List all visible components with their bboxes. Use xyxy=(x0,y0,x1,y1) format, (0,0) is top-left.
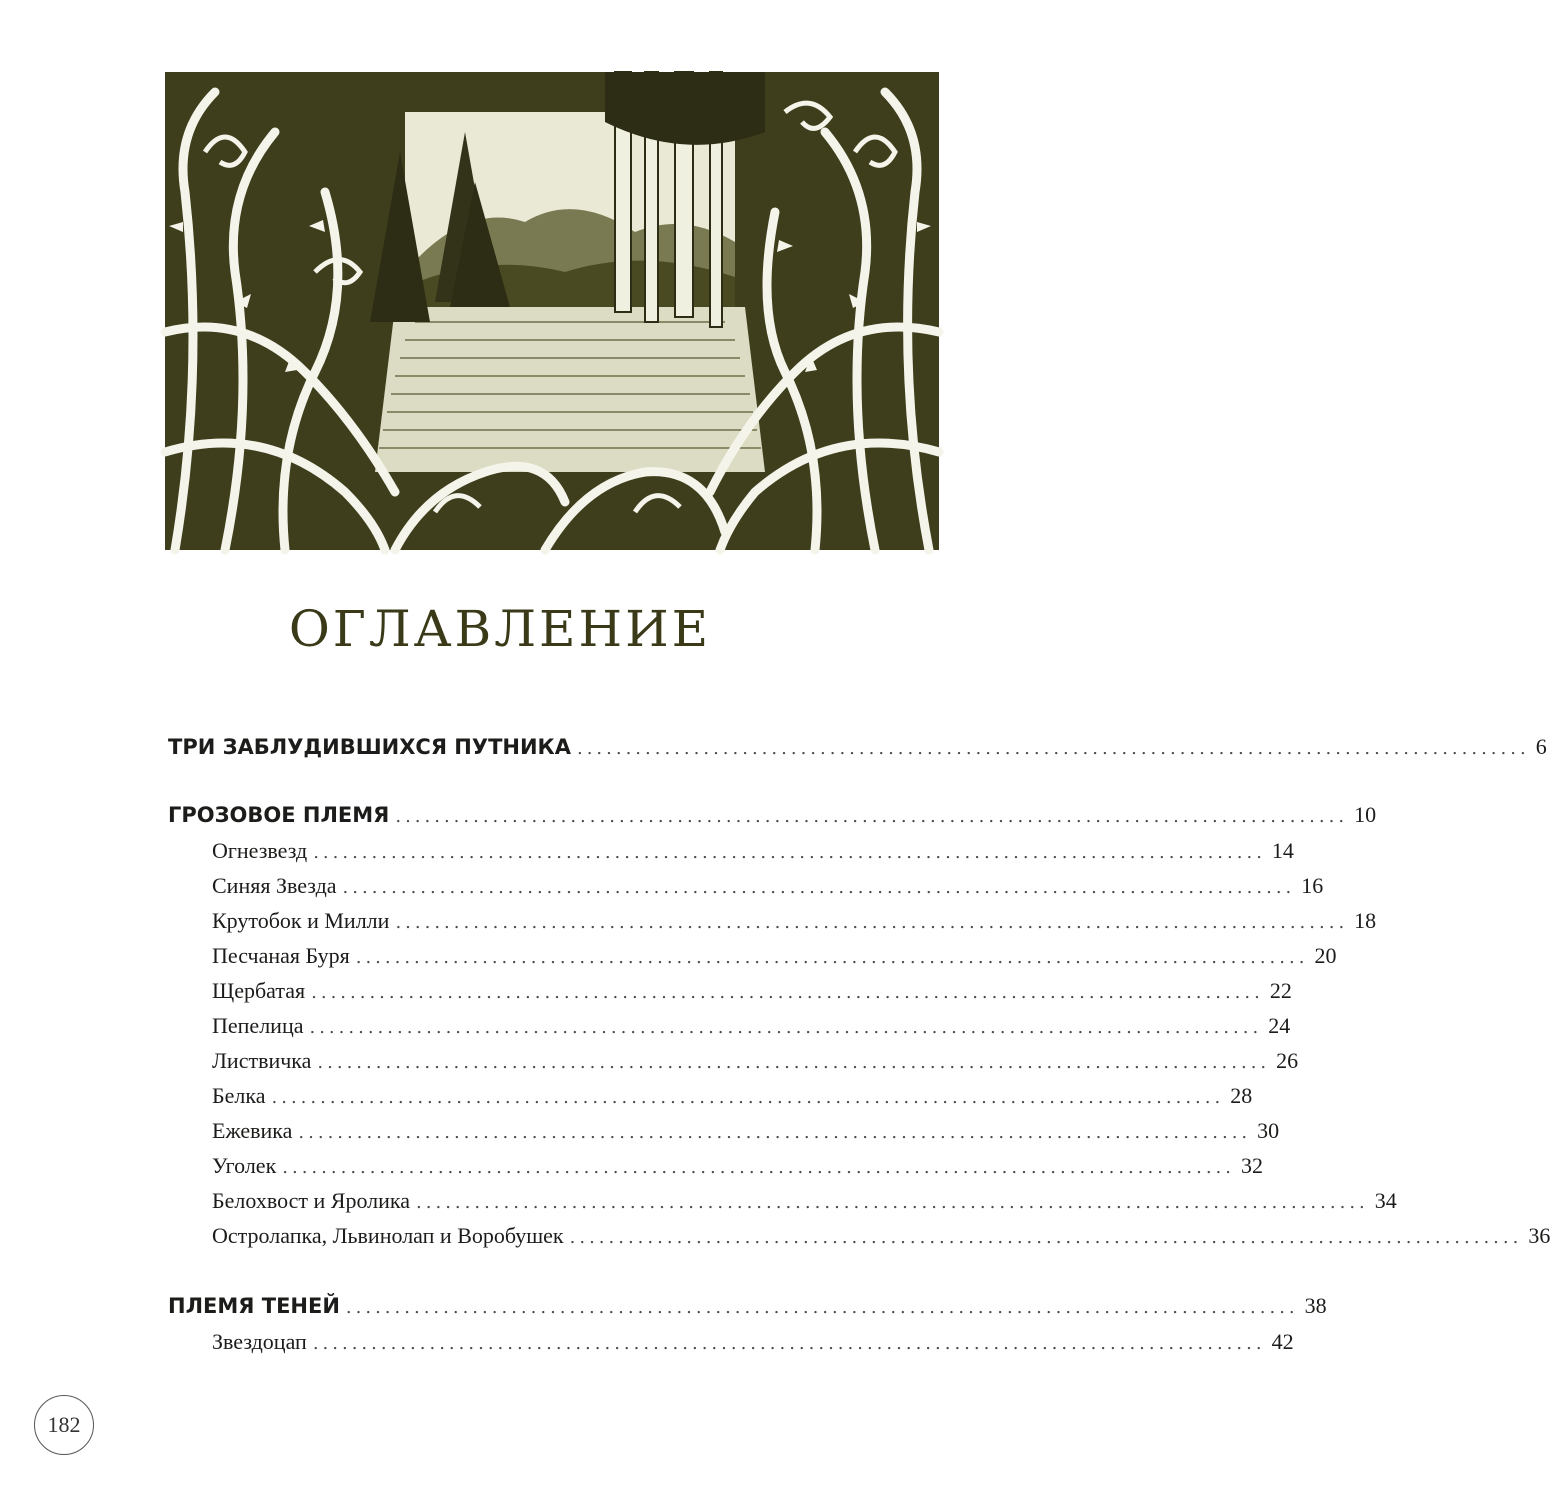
toc-row[interactable] xyxy=(212,939,1337,973)
toc-entry-page: 26 xyxy=(1276,1048,1299,1073)
leader-dots: .................................................................................................. xyxy=(416,1192,1369,1213)
leader-dots: .................................................................................................. xyxy=(569,1227,1523,1248)
leader-dots: .................................................................................................. xyxy=(355,947,1309,968)
leader-dots: .................................................................................................. xyxy=(309,1017,1263,1038)
leader-dots: .................................................................................................. xyxy=(313,842,1266,863)
toc-entry-title: Пепелица xyxy=(212,1013,304,1038)
forest-lake-illustration-icon xyxy=(165,72,939,550)
toc-entry-page: 38 xyxy=(1304,1293,1327,1318)
toc-entry-title: ГРОЗОВОЕ ПЛЕМЯ xyxy=(168,803,390,827)
toc-row[interactable] xyxy=(168,1289,1327,1323)
toc-entry-title: Уголек xyxy=(212,1153,277,1178)
toc-row[interactable] xyxy=(212,1325,1294,1359)
toc-entry-page: 36 xyxy=(1528,1223,1550,1248)
toc-entry-page: 24 xyxy=(1268,1013,1291,1038)
leader-dots: .................................................................................................. xyxy=(282,1157,1235,1178)
toc-entry-page: 30 xyxy=(1257,1118,1280,1143)
leader-dots: .................................................................................................. xyxy=(298,1122,1252,1143)
toc-entry-page: 42 xyxy=(1271,1329,1294,1354)
toc-row[interactable] xyxy=(212,869,1324,903)
toc-entry-title: Остролапка, Львинолап и Воробушек xyxy=(212,1223,564,1248)
toc-row[interactable] xyxy=(212,834,1294,868)
leader-dots: .................................................................................................. xyxy=(271,1087,1225,1108)
toc-entry-page: 34 xyxy=(1374,1188,1397,1213)
leader-dots: .................................................................................................. xyxy=(395,912,1349,933)
toc-entry-title: Щербатая xyxy=(212,978,306,1003)
toc-entry-page: 6 xyxy=(1535,734,1547,759)
toc-entry-page: 28 xyxy=(1230,1083,1253,1108)
toc-row[interactable] xyxy=(212,1219,1550,1253)
toc-entry-page: 32 xyxy=(1241,1153,1263,1178)
toc-row[interactable] xyxy=(168,798,1377,832)
toc-entry-title: Крутобок и Милли xyxy=(212,908,390,933)
toc-entry-page: 22 xyxy=(1269,978,1292,1003)
leader-dots: .................................................................................................. xyxy=(312,1333,1266,1354)
page-number: 182 xyxy=(34,1395,94,1455)
toc-row[interactable] xyxy=(212,1149,1263,1183)
leader-dots: .................................................................................................. xyxy=(576,738,1530,759)
toc-row[interactable] xyxy=(168,730,1547,764)
toc-row[interactable] xyxy=(212,1044,1299,1078)
toc-entry-page: 14 xyxy=(1271,838,1294,863)
toc-entry-title: Ежевика xyxy=(212,1118,293,1143)
toc-row[interactable] xyxy=(212,1079,1253,1113)
toc-row[interactable] xyxy=(212,1114,1280,1148)
toc-entry-title: ТРИ ЗАБЛУДИВШИХСЯ ПУТНИКА xyxy=(168,735,571,759)
toc-entry-page: 16 xyxy=(1301,873,1324,898)
leader-dots: .................................................................................................. xyxy=(311,982,1264,1003)
toc-entry-page: 18 xyxy=(1354,908,1377,933)
toc-row[interactable] xyxy=(212,974,1292,1008)
toc-row[interactable] xyxy=(212,1009,1291,1043)
toc-entry-title: Звездоцап xyxy=(212,1329,307,1354)
toc-row[interactable] xyxy=(212,904,1377,938)
page-title: ОГЛАВЛЕНИЕ xyxy=(288,600,712,658)
toc-entry-title: Листвичка xyxy=(212,1048,312,1073)
leader-dots: .................................................................................................. xyxy=(342,877,1296,898)
toc-entry-page: 20 xyxy=(1314,943,1337,968)
toc-entry-title: ПЛЕМЯ ТЕНЕЙ xyxy=(168,1294,340,1318)
leader-dots: .................................................................................................. xyxy=(345,1297,1299,1318)
leader-dots: .................................................................................................. xyxy=(317,1052,1271,1073)
toc-row[interactable] xyxy=(212,1184,1397,1218)
toc-entry-title: Песчаная Буря xyxy=(212,943,350,968)
toc-entry-title: Огнезвезд xyxy=(212,838,308,863)
forest-lake-illustration xyxy=(165,72,939,550)
toc-entry-title: Белохвост и Яролика xyxy=(212,1188,411,1213)
leader-dots: .................................................................................................. xyxy=(395,806,1349,827)
toc-entry-title: Белка xyxy=(212,1083,266,1108)
toc-entry-title: Синяя Звезда xyxy=(212,873,337,898)
toc-entry-page: 10 xyxy=(1354,802,1377,827)
